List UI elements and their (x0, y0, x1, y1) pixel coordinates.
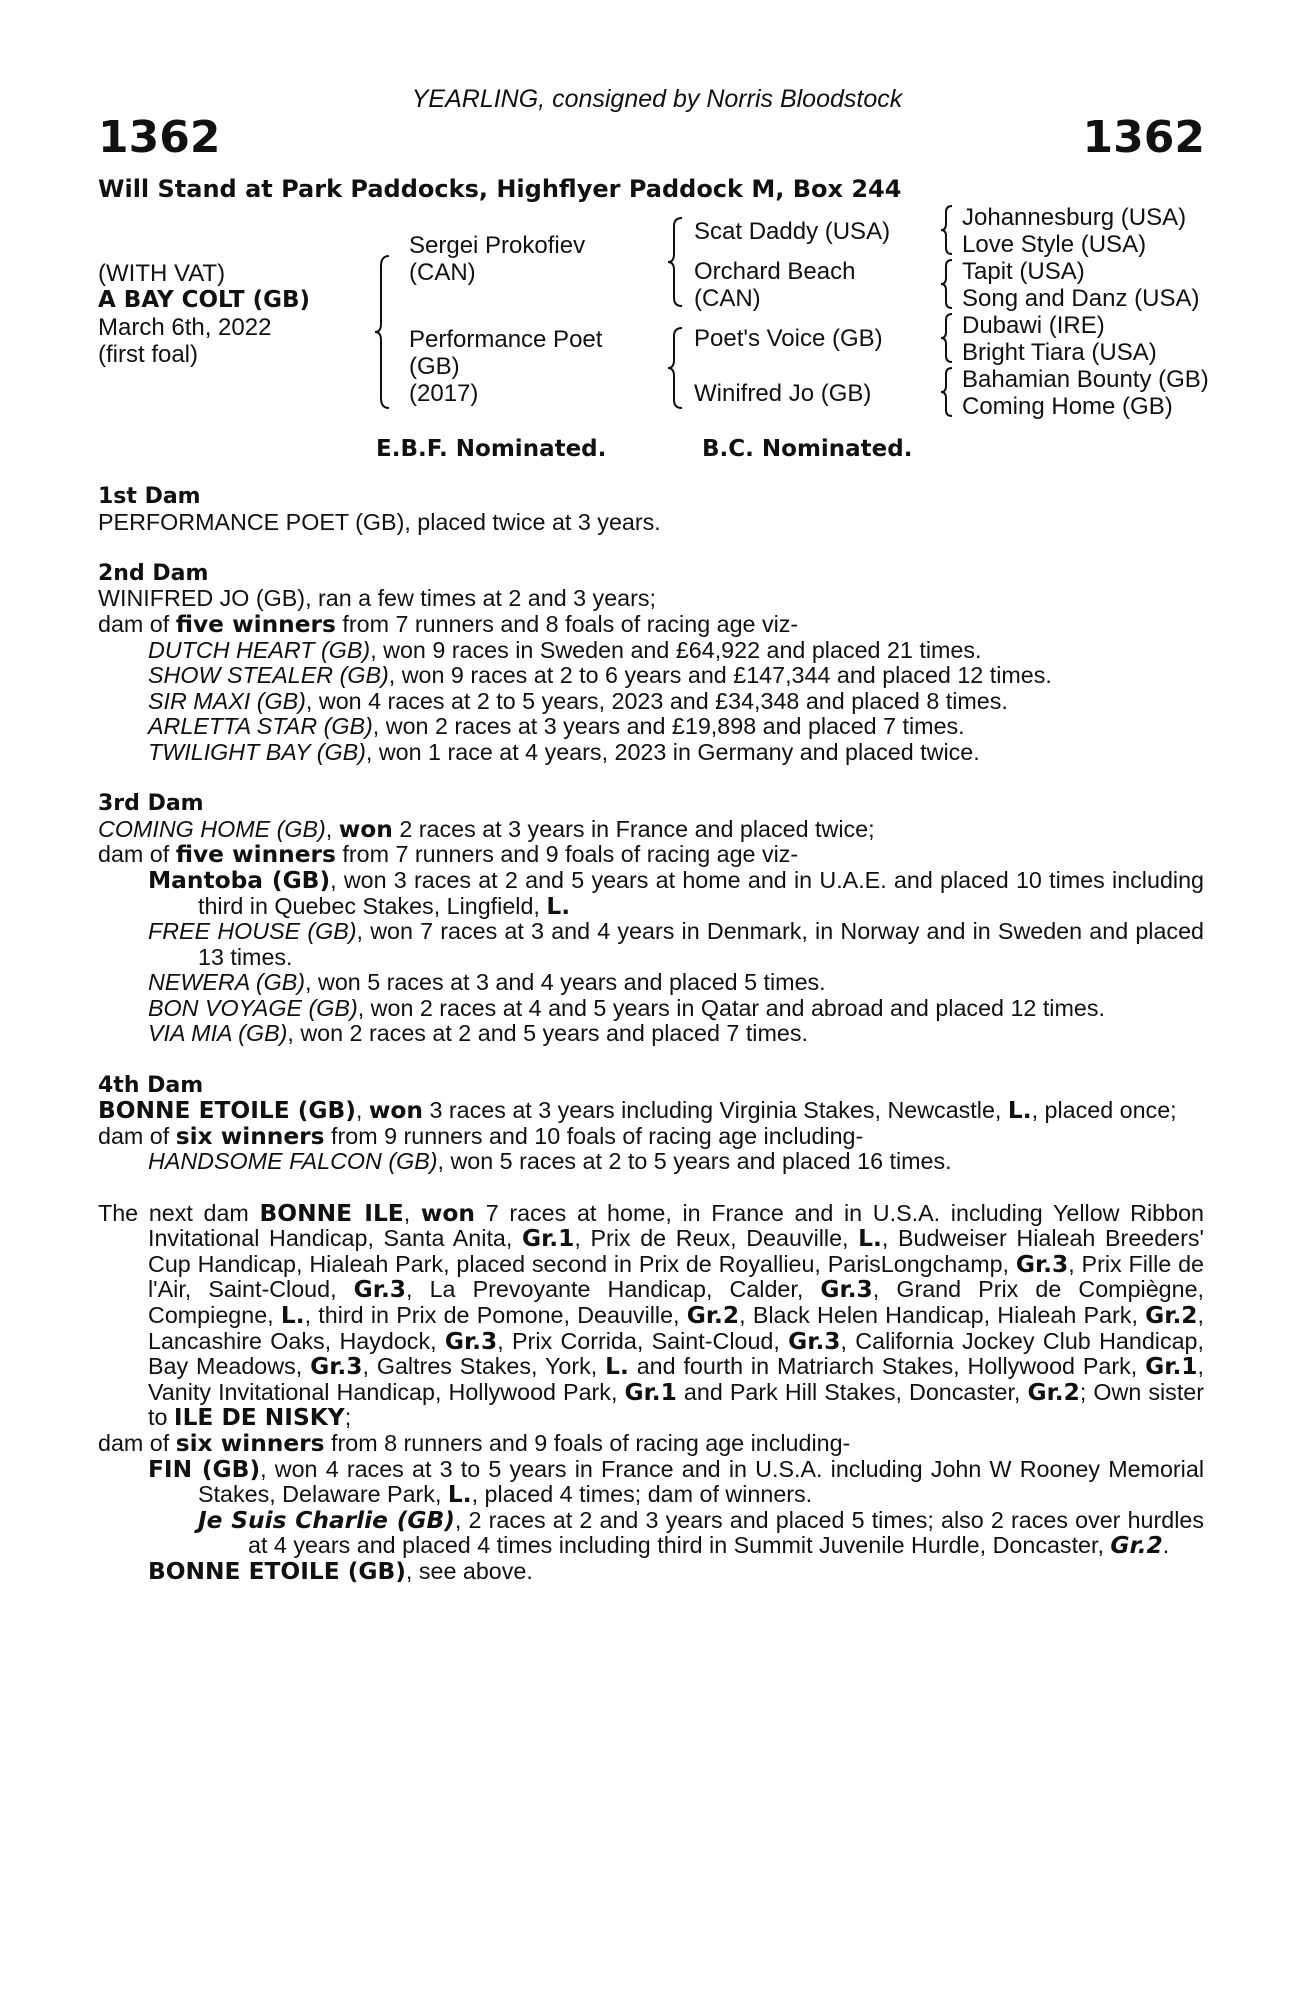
list-item: BON VOYAGE (GB), won 2 races at 4 and 5 years in Qatar and abroad and placed 12 times. (148, 994, 1105, 1021)
next-dam-section (98, 1201, 1204, 1585)
list-item: NEWERA (GB), won 5 races at 3 and 4 years and placed 5 times. (148, 969, 826, 996)
first-dam-section (98, 484, 1204, 535)
list-item: Mantoba (GB), won 3 races at 2 and 5 years at home and in U.A.E. and placed 10 times including third in Quebec Stakes, Lingfield, L. (148, 866, 1204, 920)
pedigree-brace-sire (666, 216, 686, 308)
dam-of-line: dam of five winners from 7 runners and 9 foals of racing age viz- (98, 841, 799, 869)
grandsire-8: Coming Home (GB) (962, 393, 1173, 420)
list-item: SIR MAXI (GB), won 4 races at 2 to 5 years, 2023 and £34,348 and placed 8 times. (148, 687, 1008, 714)
pedigree-brace-dam (666, 326, 686, 410)
section-title: 4th Dam (98, 1072, 204, 1098)
second-dam-section (98, 561, 1204, 766)
list-item: ARLETTA STAR (GB), won 2 races at 3 years and £19,898 and placed 7 times. (148, 713, 965, 740)
first-dam-text: PERFORMANCE POET (GB), placed twice at 3 years. (98, 508, 661, 535)
sire-dam-country: (CAN) (694, 285, 761, 312)
list-item: FREE HOUSE (GB), won 7 races at 3 and 4 years in Denmark, in Norway and in Sweden and placed 13 times. (148, 918, 1204, 970)
section-title: 3rd Dam (98, 791, 204, 817)
list-item: TWILIGHT BAY (GB), won 1 race at 4 years, 2023 in Germany and placed twice. (148, 738, 980, 765)
sire-country: (CAN) (409, 259, 476, 286)
grandsire-4: Song and Danz (USA) (962, 285, 1200, 312)
dam-of-line: dam of six winners from 8 runners and 9 foals of racing age including- (98, 1429, 851, 1457)
dam-of-line: dam of five winners from 7 runners and 8 foals of racing age viz- (98, 610, 799, 638)
horse-name: A BAY COLT (GB) (98, 287, 311, 313)
lot-number-left: 1362 (98, 112, 221, 163)
dam-year: (2017) (409, 380, 479, 407)
list-item: FIN (GB), won 4 races at 3 to 5 years in France and in U.S.A. including John W Rooney Memorial Stakes, Delaware Park, L., placed 4 times; dam of winners. (148, 1455, 1204, 1509)
dam-name: Performance Poet (409, 326, 603, 353)
bc-nomination: B.C. Nominated. (702, 436, 913, 462)
dam-sire: Poet's Voice (GB) (694, 325, 883, 352)
third-dam-line: COMING HOME (GB), won 2 races at 3 years in France and placed twice; (98, 815, 875, 843)
dam-of-line: dam of six winners from 9 runners and 10 foals of racing age including- (98, 1122, 864, 1150)
pedigree-brace-main (373, 254, 393, 410)
second-dam-line: WINIFRED JO (GB), ran a few times at 2 and 3 years; (98, 585, 656, 612)
section-title: 2nd Dam (98, 560, 209, 586)
fourth-dam-line: BONNE ETOILE (GB), won 3 races at 3 years including Virginia Stakes, Newcastle, L., placed once; (98, 1097, 1177, 1125)
dam-country: (GB) (409, 353, 460, 380)
grandsire-6: Bright Tiara (USA) (962, 339, 1157, 366)
list-item: DUTCH HEART (GB), won 9 races in Sweden and £64,922 and placed 21 times. (148, 636, 982, 663)
dam-dam: Winifred Jo (GB) (694, 380, 872, 407)
sire-name: Sergei Prokofiev (409, 232, 586, 259)
stand-location: Will Stand at Park Paddocks, Highflyer Paddock M, Box 244 (98, 175, 902, 203)
fourth-dam-section (98, 1073, 1204, 1175)
ebf-nomination: E.B.F. Nominated. (376, 436, 607, 462)
grandsire-3: Tapit (USA) (962, 258, 1085, 285)
pedigree-brace-g2 (940, 258, 954, 310)
list-item: SHOW STEALER (GB), won 9 races at 2 to 6 years and £147,344 and placed 12 times. (148, 662, 1052, 689)
third-dam-section (98, 791, 1204, 1047)
section-title: 1st Dam (98, 484, 201, 509)
sire-sire: Scat Daddy (USA) (694, 218, 891, 245)
grandsire-5: Dubawi (IRE) (962, 312, 1105, 339)
horse-note: (first foal) (98, 341, 199, 368)
pedigree-brace-g1 (940, 204, 954, 256)
grandsire-1: Johannesburg (USA) (962, 204, 1187, 231)
pedigree-brace-g4 (940, 366, 954, 418)
list-item: HANDSOME FALCON (GB), won 5 races at 2 to 5 years and placed 16 times. (148, 1148, 952, 1175)
horse-foaled: March 6th, 2022 (98, 314, 272, 341)
list-item: Je Suis Charlie (GB), 2 races at 2 and 3 years and placed 5 times; also 2 races over hurdles at 4 years and placed 4 times including third in Summit Juvenile Hurdle, Doncaster, Gr.2. (198, 1506, 1205, 1560)
horse-vat: (WITH VAT) (98, 260, 226, 287)
pedigree-brace-g3 (940, 312, 954, 364)
grandsire-2: Love Style (USA) (962, 231, 1147, 258)
catalogue-body (98, 484, 1204, 1585)
sire-dam-name: Orchard Beach (694, 258, 856, 285)
lot-number-right: 1362 (1082, 112, 1205, 163)
list-item: BONNE ETOILE (GB), see above. (148, 1557, 533, 1585)
page-header: YEARLING, consigned by Norris Bloodstock (411, 85, 903, 113)
grandsire-7: Bahamian Bounty (GB) (962, 366, 1209, 393)
next-dam-paragraph: The next dam BONNE ILE, won 7 races at home, in France and in U.S.A. including Yellow Ribbon Invitational Handicap, Santa Anita, Gr.1, Prix de Reux, Deauville, L., Budweiser Hialeah Breeders' Cup Handicap, Hialeah Park, placed second in Prix de Royallieu, ParisLongchamp, Gr.3, Prix Fille de l'Air, Saint-Cloud, Gr.3, La Prevoyante Handicap, Calder, Gr.3, Grand Prix de Compiègne, Compiegne, L., third in Prix de Pomone, Deauville, Gr.2, Black Helen Handicap, Hialeah Park, Gr.2, Lancashire Oaks, Haydock, Gr.3, Prix Corrida, Saint-Cloud, Gr.3, California Jockey Club Handicap, Bay Meadows, Gr.3, Galtres Stakes, York, L. and fourth in Matriarch Stakes, Hollywood Park, Gr.1, Vanity Invitational Handicap, Hollywood Park, Gr.1 and Park Hill Stakes, Doncaster, Gr.2; Own sister to ILE DE NISKY; (98, 1199, 1205, 1432)
list-item: VIA MIA (GB), won 2 races at 2 and 5 years and placed 7 times. (148, 1020, 808, 1047)
